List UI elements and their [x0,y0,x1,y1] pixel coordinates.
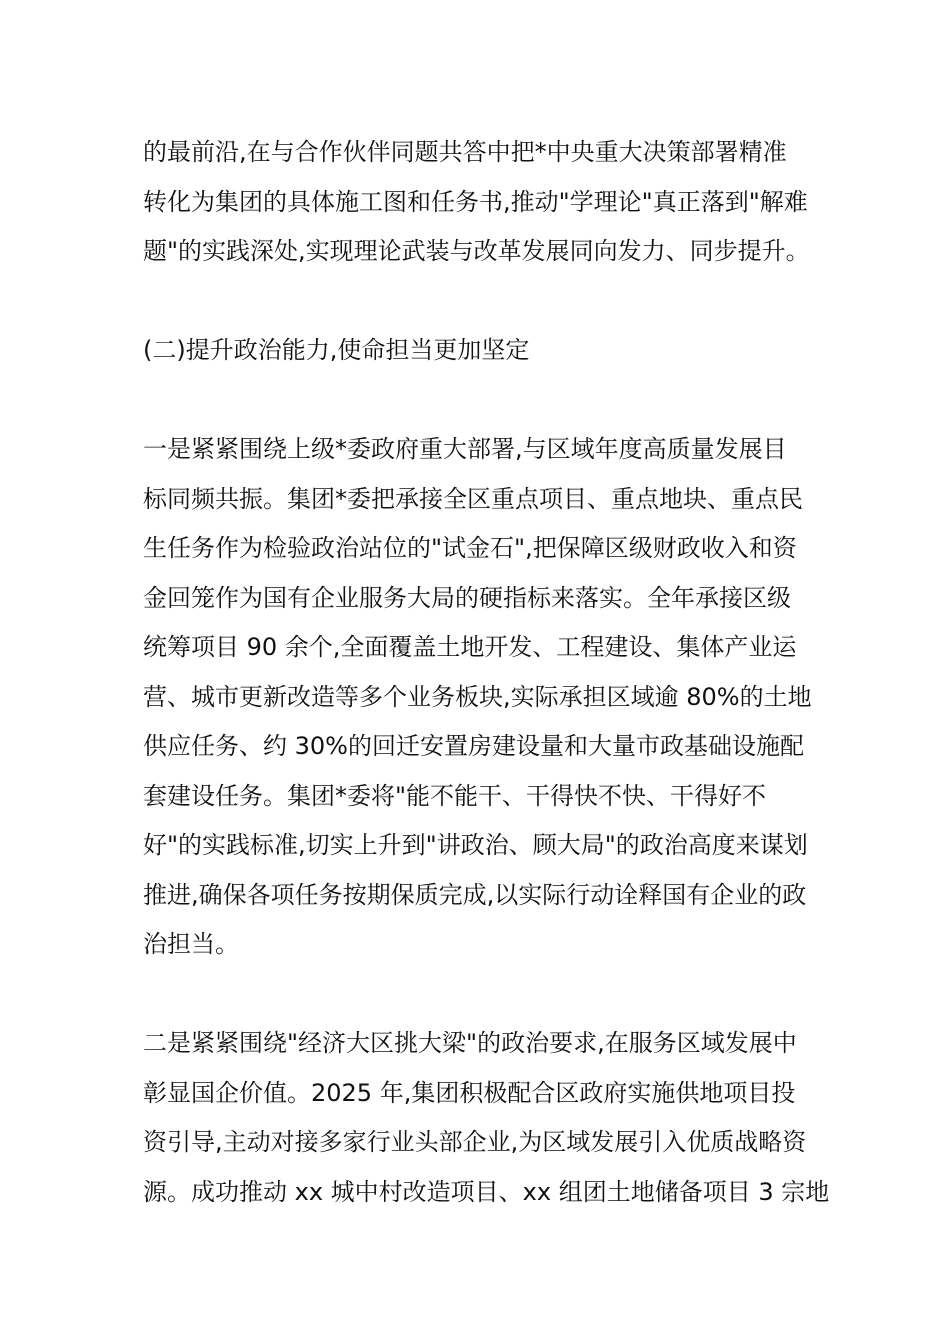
text-line: 源。成功推动 xx 城中村改造项目、xx 组团土地储备项目 3 宗地 [143,1177,830,1206]
text-line: 好"的实践标准,切实上升到"讲政治、顾大局"的政治高度来谋划 [143,831,808,859]
heading-line: (二)提升政治能力,使命担当更加坚定 [143,336,530,364]
text-line: 治担当。 [143,930,239,958]
text-line: 营、城市更新改造等多个业务板块,实际承担区域逾 80%的土地 [143,682,812,711]
section-heading [143,326,811,376]
text-line: 生任务作为检验政治站位的"试金石",把保障区级财政收入和资 [143,534,797,562]
text-line: 金回笼作为国有企业服务大局的硬指标来落实。全年承接区级 [143,583,791,612]
paragraph-point-one [143,425,811,970]
text-line: 推进,确保各项任务按期保质完成,以实际行动诠释国有企业的政 [143,880,807,909]
text-line: 资引导,主动对接多家行业头部企业,为区域发展引入优质战略资 [143,1128,807,1156]
text-line: 转化为集团的具体施工图和任务书,推动"学理论"真正落到"解难 [143,187,808,216]
text-line: 彰显国企价值。2025 年,集团积极配合区政府实施供地项目投 [143,1078,796,1107]
text-line: 一是紧紧围绕上级*委政府重大部署,与区域年度高质量发展目 [143,435,787,463]
text-line: 题"的实践深处,实现理论武装与改革发展同向发力、同步提升。 [143,237,810,265]
text-line: 统筹项目 90 余个,全面覆盖土地开发、工程建设、集体产业运 [143,633,797,661]
paragraph-spacer [143,376,811,426]
text-line: 套建设任务。集团*委将"能不能干、干得快不快、干得好不 [143,781,767,810]
text-line: 二是紧紧围绕"经济大区挑大梁"的政治要求,在服务区域发展中 [143,1029,797,1057]
document-page [143,128,830,1217]
text-line: 的最前沿,在与合作伙伴同题共答中把*中央重大决策部署精准 [143,138,787,166]
text-line: 标同频共振。集团*委把承接全区重点项目、重点地块、重点民 [143,484,803,513]
text-line: 供应任务、约 30%的回迁安置房建设量和大量市政基础设施配 [143,732,804,760]
paragraph-point-two [143,1019,830,1217]
paragraph-spacer [143,970,811,1020]
paragraph-spacer [143,277,811,327]
paragraph-intro-continued [143,128,811,277]
